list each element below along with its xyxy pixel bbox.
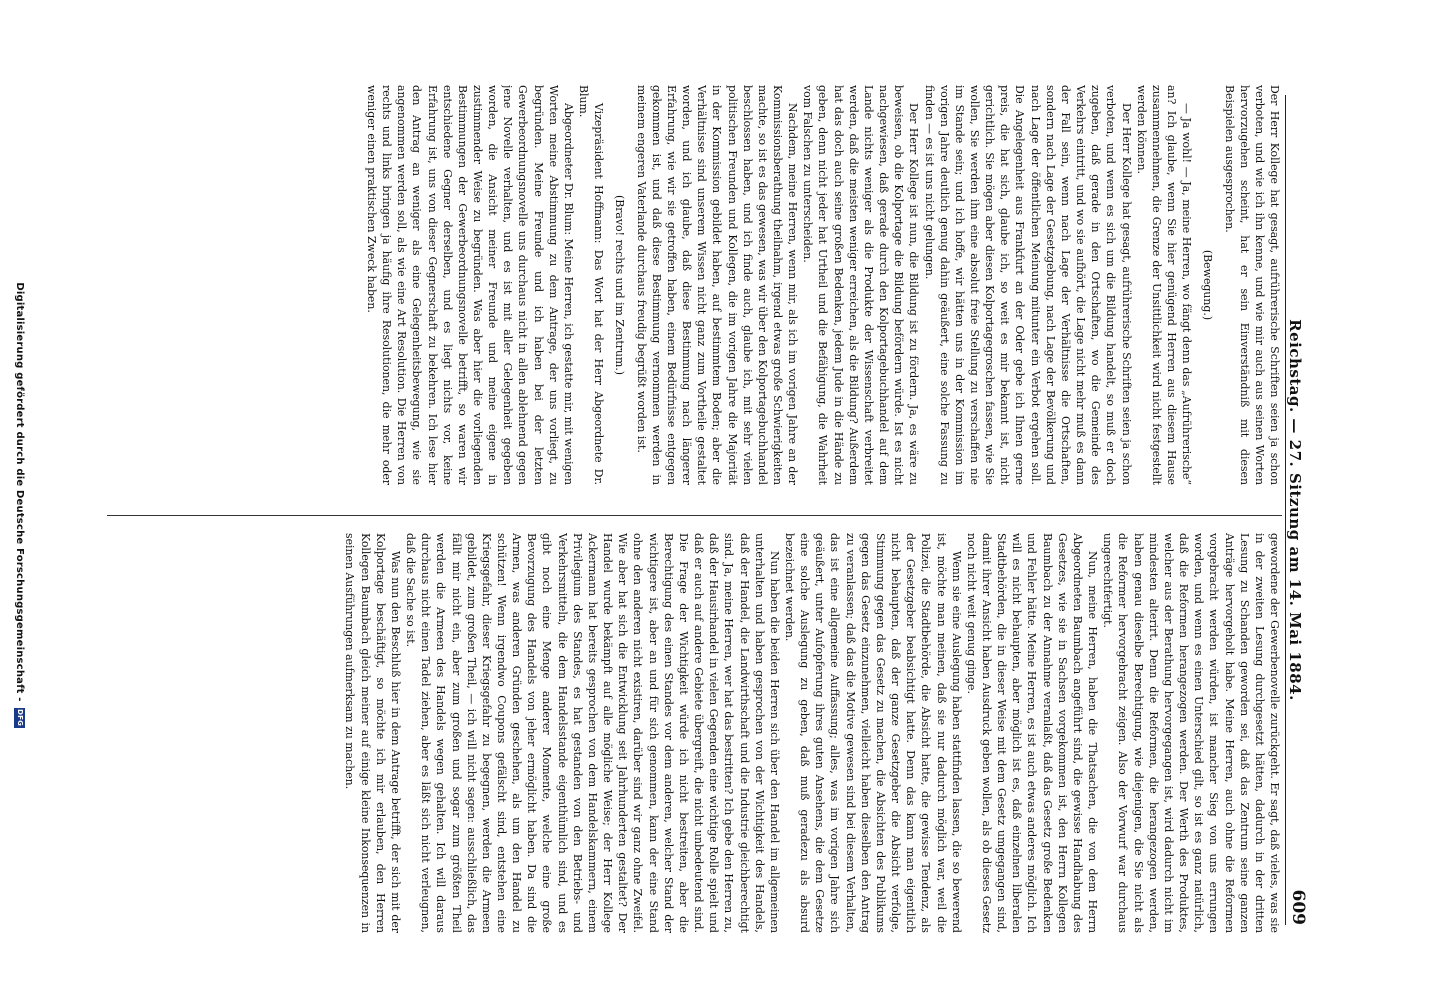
footer-text: Digitalisierung gefördert durch die Deutsche Forschungsgemeinschaft -	[14, 282, 25, 702]
paragraph: — Ja wohl! — Ja, meine Herren, wo fängt denn das „Aufrührerische“ an? Ich glaube, wenn Sie hier genügend Herren aus diesem Hause zusammennehmen, die Grenze der Unsittlichkeit wird nicht festgestellt werden können.	[1134, 85, 1194, 485]
parliament-reaction: (Bravo! rechts und im Zentrum.)	[613, 194, 627, 376]
paragraph: Was nun den Beschluß hier in dem Antrage betrifft, der sich mit der Kolportage beschäftigt, so möchte ich mir erlauben, den Herren Kollegen Baumbach gleich meiner auf einige kleine Inkonsequenzen in seinen Ausführungen aufmerksam zu machen.	[343, 533, 402, 933]
paragraph: gewordene der Gewerbenovelle zurückgeht. Er sagt, daß vieles, was sie in der zweiten Lesung durchgesetzt hätten, dadurch in der dritten Lesung zu Schanden geworden sei, daß das Zentrum seine ganzen Anträge hervorgeholt habe. Meine Herren, auch ohne die Reformen vorgebracht werden würden, ist mancher Sieg von uns errungen worden, und wenn es einen Unterschied gilt, so ist es ganz natürlich, daß die Reformen herangezogen werden. Der Werth des Produktes, welcher aus der Berathung hervorgegangen ist, wird dadurch nicht im mindesten alterirt. Denn die Reformen, die herangezogen werden, haben genau dieselbe Berechtigung, wie diejenigen, die Sie nicht als die Reformer hervorgebracht zeigen. Also der Vorwurf war durchaus ungerechtfertigt.	[1101, 533, 1281, 933]
dfg-logo-icon: DFG	[16, 709, 24, 727]
page-number: 609	[1288, 889, 1308, 925]
paragraph: Der Herr Kollege hat gesagt, aufrührerische Schriften seien ja schon verboten, und wenn es sich um die Bildung handelt, so muß er doch zugeben, daß gerade in den Ortschaften, wo die Gemeinde des Verkehrs eintritt, und wo sie aufhört, die Lage nicht mehr muß es dann der Fall sein, wenn nach Lage der Verhältnisse die Ortschaften, sondern nach Lage der Gesetzgebung, nach Lage der Bevölkerung und nach Lage der öffentlichen Meinung mitunter ein Verbot ergehen soll. Die Angelegenheit aus Frankfurt an der Oder gebe ich Ihnen gerne preis, die hat sich, glaube ich, so weit es mir bekannt ist, nicht gerichtlich. Sie mögen aber diesen Kolportagegroschen fassen, wie Sie wollen, Sie werden ihm eine absolut freie Stellung zu verschaffen nie im Stande sein; und ich hoffe, wir hätten uns in der Kommission im vorigen Jahre deutlich genug dahin geäußert, eine solche Fassung zu finden — es ist uns nicht gelungen.	[922, 85, 1133, 485]
paragraph: Abgeordneter Dr. Blum: Meine Herren, ich gestatte mir, mit wenigen Worten meine Abstimmung zu dem Antrage, der uns vorliegt, zu begründen. Meine Freunde und ich haben bei der letzten Gewerbeordnungsnovelle uns durchaus nicht in allen ablehnend gegen jene Novelle verhalten, und es ist mit aller Gelegenheit gegeben worden, die Ansicht meiner Freunde und meine eigene in zustimmender Weise zu begründen. Was aber hier die vorliegenden Bestimmungen der Gewerbeordnungsnovelle betrifft, so waren wir entschiedene Gegner derselben, und es liegt nichts vor, keine Erfahrung ist, uns von dieser Gegnerschaft zu bekehren. Ich lese hier den Antrag an weniger als eine Gelegenheitsbewegung, wie sie angenommen werden soll, als wie eine Art Resolution. Die Herren von rechts und links bringen ja häufig ihre Resolutionen, die mehr oder weniger einen praktischen Zweck haben.	[364, 85, 575, 485]
paragraph: Nun haben die beiden Herren sich über den Handel im allgemeinen unterhalten und haben gesprochen von der Wichtigkeit des Handels, daß der Handel, die Landwirthschaft und die Industrie gleichberechtigt sind. Ja, meine Herren, wer hat das bestritten? Ich gebe den Herren zu, daß der Hausirhandel in vielen Gegenden eine wichtige Rolle spielt und daß er auch auf andere Gebiete übergreift, die nicht unbedeutend sind. Die Frage der Wichtigkeit würde ich nicht bestreiten, aber die Berechtigung des einen Standes vor dem anderen, welcher Stand der wichtigere ist, aber an und für sich genommen, kann der eine Stand ohne den anderen nicht existiren, darüber sind wir ganz ohne Zweifel. Wie aber hat sich die Entwicklung seit Jahrhunderten gestaltet? Der Handel wurde bekämpft auf alle mögliche Weise; der Herr Kollege Ackermann hat bereits gesprochen von dem Handelskammern, einem Privilegium des Standes, es hat gestanden von den Betriebs- und Verkehrsmitteln, die dem Handelsstande eigenthümlich sind, und es gibt noch eine Menge anderer Momente, welche eine große Bevorzugung des Handels von jeher ermöglicht haben. Da sind die Armen, was anderen Gründen geschehen, als um den Handel zu schützen! Wenn irgendwo Coupons gefälscht sind, entstehen eine Kriegsgefahr, dieser Kriegsgefahr zu begegnen, werden die Armeen gebildet, zum großen Theil, — ich will nicht sagen: ausschließlich, das fällt mir nicht ein, aber zum großen und sogar zum größten Theil werden die Armeen des Handels wegen gehalten. Ich will daraus durchaus nicht einen Tadel ziehen, aber es läßt sich nicht verleugnen, daß die Sache so ist.	[404, 533, 781, 933]
right-column	[97, 533, 1282, 933]
parliament-reaction: (Bewegung.)	[1201, 249, 1215, 321]
header-title: Reichstag. — 27. Sitzung am 14. Mai 1884.	[1286, 319, 1304, 701]
paragraph: Der Herr Kollege hat gesagt, aufrührerische Schriften seien ja schon verboten, und wie ich ihn kenne, und wie mir auch aus seinen Worten hervorzugehen scheint, hat er sein Einverständniß mit diesen Beispielen ausgesprochen.	[1222, 85, 1281, 485]
page-header	[1285, 95, 1312, 925]
digitization-footer	[14, 30, 25, 980]
paragraph: Der Herr Kollege ist nun, die Bildung ist zu fördern. Ja, es wäre zu beweisen, ob die Kolportage die Bildung befördern würde. Ist es nicht nachgewiesen, daß gerade durch den Kolportagebuchhandel auf dem Lande nichts weniger als die Produkte der Wissenschaft verbreitet werden, daß die meisten weniger erreichen, als die Bildung? Außerdem hat das doch auch seine großen Bedenken, jedem Jude in die Hände zu geben, denn nicht jeder hat Urtheil und die Befähigung, die Wahrheit vom Falschen zu unterscheiden.	[801, 85, 921, 485]
paragraph: Vizepräsident Hoffmann: Das Wort hat der Herr Abgeordnete Dr. Blum.	[577, 85, 606, 485]
paragraph: Nun, meine Herren, haben die Thatsachen, die von dem Herrn Abgeordneten Baumbach angeführt sind, die gewisse Handhabung des Gesetzes, wie sie in Sachsen vorgekommen ist, den Herrn Kollegen Baumbach zu der Annahme veranlaßt, daß das Gesetz große Bedenken und Fehler hätte. Meine Herren, es ist auch etwas anderes möglich. Ich will es nicht behaupten, aber möglich ist es, daß einzelnen liberalen Stadtbehörden, die in dieser Weise mit dem Gesetz umgegangen sind, damit ihrer Ansicht haben Ausdruck geben wollen, als ob dieses Gesetz noch nicht weit genug ginge.	[964, 533, 1100, 933]
column-divider	[107, 515, 1282, 516]
paragraph: Nachdem, meine Herren, wenn mir, als ich im vorigen Jahre an der Kommissionsberathung theilnahm, irgend etwas große Schwierigkeiten machte, so ist es das gewesen, was wir über den Kolportagebuchhandel beschlossen haben, und ich finde auch, glaube ich, mit sehr vielen politischen Freunden und Kollegen, die im vorigen Jahre die Majorität in der Kommission gebildet haben, auf bestimmtem Boden; aber die Verhältnisse sind unserem Wissen nicht ganz zum Vortheile gestaltet worden, und ich glaube, daß diese Bestimmung nach längerer Erfahrung, wie wir sie getroffen haben, einem Bedürfnisse entgegen gekommen ist, und daß diese Bestimmung vernommen werden in meinem engeren Vaterlande durchaus freudig begrüßt worden ist.	[634, 85, 800, 485]
paragraph: Wenn sie eine Auslegung haben stattfinden lassen, die so bewerend ist, möchte man meinen, daß sie nur dadurch möglich war, weil die Polizei, die Stadtbehörde, die Absicht hatte, die gewisse Tendenz, als der Gesetzgeber beabsichtigt hatte. Denn das kann man eigentlich nicht behaupten, daß der ganze Gesetzgeber die Absicht verfolge, Stimmung gegen das Gesetz zu machen, die Absichten des Publikums gegen das Gesetz einzunehmen, vielleicht haben dieselben den Antrag zu veranlassen; daß das die Motive gewesen sind bei diesem Verhalten, das ist eine allgemeine Auffassung; alles, was im vorigen Jahre sich geäußert, unter Aufopferung ihres guten Ansehens, die dem Gesetze eine solche Auslegung zu geben, daß muß geradezu als absurd bezeichnet werden.	[783, 533, 963, 933]
left-column	[97, 85, 1282, 485]
